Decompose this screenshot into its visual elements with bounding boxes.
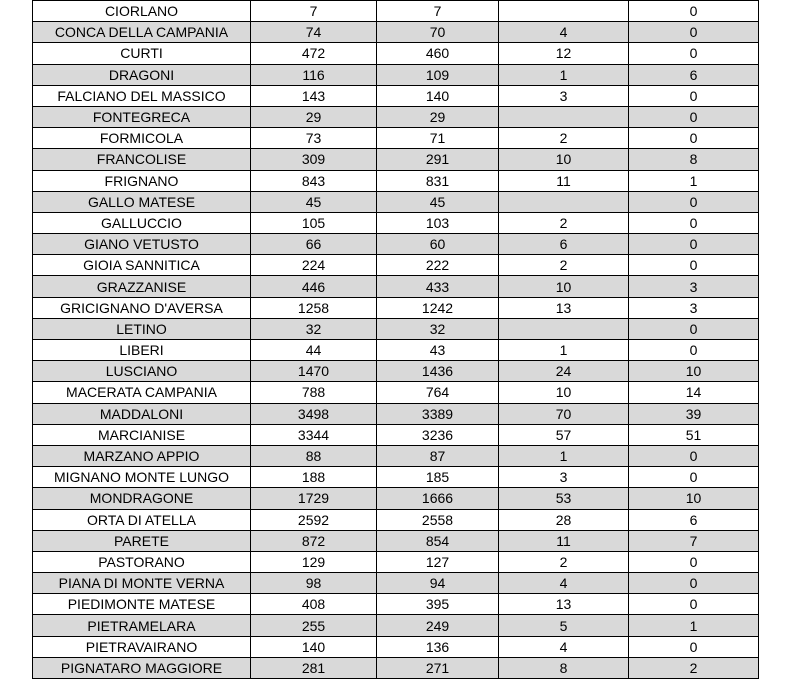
- table-row: [33, 85, 759, 106]
- value-cell-2: 764: [377, 382, 499, 403]
- value-cell-2: 222: [377, 255, 499, 276]
- municipality-name-cell: FRIGNANO: [33, 170, 251, 191]
- municipality-name-cell: PASTORANO: [33, 551, 251, 572]
- value-cell-4: 0: [629, 1, 759, 22]
- value-cell-3: 13: [499, 297, 629, 318]
- value-cell-3: 2: [499, 128, 629, 149]
- municipality-name-cell: LETINO: [33, 318, 251, 339]
- value-cell-4: 0: [629, 234, 759, 255]
- value-cell-2: 271: [377, 657, 499, 678]
- municipality-name-cell: ORTA DI ATELLA: [33, 509, 251, 530]
- value-cell-2: 3389: [377, 403, 499, 424]
- value-cell-2: 32: [377, 318, 499, 339]
- municipality-name-cell: FALCIANO DEL MASSICO: [33, 85, 251, 106]
- value-cell-2: 2558: [377, 509, 499, 530]
- value-cell-1: 32: [251, 318, 377, 339]
- table-row: [33, 297, 759, 318]
- value-cell-1: 843: [251, 170, 377, 191]
- municipality-name-cell: GALLUCCIO: [33, 212, 251, 233]
- value-cell-1: 66: [251, 234, 377, 255]
- value-cell-2: 854: [377, 530, 499, 551]
- municipality-name-cell: GIANO VETUSTO: [33, 234, 251, 255]
- value-cell-1: 1729: [251, 488, 377, 509]
- municipality-name-cell: PARETE: [33, 530, 251, 551]
- value-cell-2: 29: [377, 106, 499, 127]
- municipality-table: [32, 0, 759, 679]
- value-cell-1: 143: [251, 85, 377, 106]
- table-row: [33, 445, 759, 466]
- value-cell-2: 103: [377, 212, 499, 233]
- value-cell-4: 6: [629, 64, 759, 85]
- value-cell-3: 10: [499, 149, 629, 170]
- table-row: [33, 615, 759, 636]
- value-cell-2: 136: [377, 636, 499, 657]
- value-cell-2: 45: [377, 191, 499, 212]
- value-cell-1: 408: [251, 594, 377, 615]
- value-cell-1: 74: [251, 22, 377, 43]
- table-row: [33, 382, 759, 403]
- table-row: [33, 255, 759, 276]
- value-cell-1: 29: [251, 106, 377, 127]
- value-cell-4: 39: [629, 403, 759, 424]
- value-cell-2: 395: [377, 594, 499, 615]
- value-cell-2: 94: [377, 573, 499, 594]
- value-cell-3: 57: [499, 424, 629, 445]
- value-cell-2: 831: [377, 170, 499, 191]
- value-cell-1: 140: [251, 636, 377, 657]
- value-cell-3: 1: [499, 340, 629, 361]
- table-row: [33, 1, 759, 22]
- value-cell-2: 140: [377, 85, 499, 106]
- value-cell-4: 0: [629, 467, 759, 488]
- value-cell-3: 3: [499, 85, 629, 106]
- municipality-name-cell: MACERATA CAMPANIA: [33, 382, 251, 403]
- table-row: [33, 509, 759, 530]
- value-cell-3: [499, 191, 629, 212]
- value-cell-3: [499, 106, 629, 127]
- table-row: [33, 212, 759, 233]
- value-cell-3: 3: [499, 467, 629, 488]
- value-cell-3: 10: [499, 382, 629, 403]
- value-cell-1: 105: [251, 212, 377, 233]
- value-cell-1: 3344: [251, 424, 377, 445]
- table-row: [33, 340, 759, 361]
- municipality-name-cell: MONDRAGONE: [33, 488, 251, 509]
- table-row: [33, 191, 759, 212]
- value-cell-3: 11: [499, 170, 629, 191]
- value-cell-4: 10: [629, 488, 759, 509]
- value-cell-4: 3: [629, 297, 759, 318]
- value-cell-3: 13: [499, 594, 629, 615]
- table-row: [33, 22, 759, 43]
- value-cell-3: 4: [499, 573, 629, 594]
- municipality-name-cell: CURTI: [33, 43, 251, 64]
- municipality-name-cell: MARZANO APPIO: [33, 445, 251, 466]
- value-cell-1: 73: [251, 128, 377, 149]
- table-row: [33, 361, 759, 382]
- value-cell-1: 7: [251, 1, 377, 22]
- table-row: [33, 530, 759, 551]
- value-cell-3: 6: [499, 234, 629, 255]
- value-cell-2: 109: [377, 64, 499, 85]
- value-cell-4: 0: [629, 212, 759, 233]
- value-cell-4: 0: [629, 340, 759, 361]
- municipality-name-cell: CONCA DELLA CAMPANIA: [33, 22, 251, 43]
- municipality-name-cell: MARCIANISE: [33, 424, 251, 445]
- value-cell-4: 0: [629, 255, 759, 276]
- value-cell-2: 460: [377, 43, 499, 64]
- value-cell-2: 70: [377, 22, 499, 43]
- value-cell-1: 44: [251, 340, 377, 361]
- value-cell-1: 129: [251, 551, 377, 572]
- value-cell-3: 2: [499, 212, 629, 233]
- value-cell-1: 224: [251, 255, 377, 276]
- table-row: [33, 128, 759, 149]
- value-cell-3: 4: [499, 22, 629, 43]
- table-row: [33, 234, 759, 255]
- municipality-name-cell: PIANA DI MONTE VERNA: [33, 573, 251, 594]
- value-cell-3: 10: [499, 276, 629, 297]
- value-cell-3: [499, 1, 629, 22]
- table-row: [33, 594, 759, 615]
- value-cell-4: 0: [629, 106, 759, 127]
- municipality-name-cell: PIEDIMONTE MATESE: [33, 594, 251, 615]
- value-cell-4: 0: [629, 573, 759, 594]
- value-cell-2: 60: [377, 234, 499, 255]
- value-cell-2: 1242: [377, 297, 499, 318]
- value-cell-2: 185: [377, 467, 499, 488]
- value-cell-1: 446: [251, 276, 377, 297]
- value-cell-1: 788: [251, 382, 377, 403]
- municipality-name-cell: GALLO MATESE: [33, 191, 251, 212]
- municipality-name-cell: LIBERI: [33, 340, 251, 361]
- table-row: [33, 636, 759, 657]
- municipality-name-cell: GIOIA SANNITICA: [33, 255, 251, 276]
- table-row: [33, 170, 759, 191]
- value-cell-4: 14: [629, 382, 759, 403]
- value-cell-3: 8: [499, 657, 629, 678]
- value-cell-2: 433: [377, 276, 499, 297]
- value-cell-4: 0: [629, 636, 759, 657]
- table-row: [33, 657, 759, 678]
- value-cell-1: 45: [251, 191, 377, 212]
- value-cell-3: 70: [499, 403, 629, 424]
- value-cell-3: [499, 318, 629, 339]
- value-cell-1: 116: [251, 64, 377, 85]
- value-cell-4: 0: [629, 551, 759, 572]
- value-cell-4: 10: [629, 361, 759, 382]
- municipality-table-container: [32, 0, 760, 679]
- value-cell-4: 0: [629, 445, 759, 466]
- value-cell-1: 281: [251, 657, 377, 678]
- value-cell-2: 3236: [377, 424, 499, 445]
- value-cell-4: 51: [629, 424, 759, 445]
- municipality-name-cell: LUSCIANO: [33, 361, 251, 382]
- value-cell-3: 11: [499, 530, 629, 551]
- table-row: [33, 43, 759, 64]
- value-cell-4: 0: [629, 594, 759, 615]
- value-cell-2: 249: [377, 615, 499, 636]
- municipality-name-cell: FORMICOLA: [33, 128, 251, 149]
- value-cell-3: 28: [499, 509, 629, 530]
- table-row: [33, 106, 759, 127]
- value-cell-4: 2: [629, 657, 759, 678]
- value-cell-4: 3: [629, 276, 759, 297]
- value-cell-1: 872: [251, 530, 377, 551]
- value-cell-4: 0: [629, 22, 759, 43]
- municipality-name-cell: CIORLANO: [33, 1, 251, 22]
- municipality-name-cell: PIETRAVAIRANO: [33, 636, 251, 657]
- value-cell-1: 309: [251, 149, 377, 170]
- value-cell-4: 7: [629, 530, 759, 551]
- table-row: [33, 64, 759, 85]
- table-row: [33, 424, 759, 445]
- municipality-name-cell: FONTEGRECA: [33, 106, 251, 127]
- table-row: [33, 573, 759, 594]
- value-cell-3: 5: [499, 615, 629, 636]
- value-cell-1: 472: [251, 43, 377, 64]
- value-cell-2: 43: [377, 340, 499, 361]
- municipality-name-cell: FRANCOLISE: [33, 149, 251, 170]
- municipality-name-cell: GRAZZANISE: [33, 276, 251, 297]
- value-cell-4: 0: [629, 318, 759, 339]
- value-cell-2: 1666: [377, 488, 499, 509]
- value-cell-3: 2: [499, 255, 629, 276]
- value-cell-1: 88: [251, 445, 377, 466]
- value-cell-4: 0: [629, 128, 759, 149]
- municipality-name-cell: DRAGONI: [33, 64, 251, 85]
- value-cell-4: 1: [629, 170, 759, 191]
- value-cell-1: 1258: [251, 297, 377, 318]
- municipality-name-cell: MIGNANO MONTE LUNGO: [33, 467, 251, 488]
- value-cell-4: 0: [629, 85, 759, 106]
- value-cell-3: 1: [499, 64, 629, 85]
- value-cell-3: 1: [499, 445, 629, 466]
- value-cell-3: 53: [499, 488, 629, 509]
- value-cell-1: 1470: [251, 361, 377, 382]
- value-cell-4: 1: [629, 615, 759, 636]
- value-cell-3: 24: [499, 361, 629, 382]
- value-cell-1: 2592: [251, 509, 377, 530]
- table-row: [33, 276, 759, 297]
- value-cell-4: 0: [629, 191, 759, 212]
- value-cell-2: 7: [377, 1, 499, 22]
- value-cell-2: 87: [377, 445, 499, 466]
- value-cell-2: 71: [377, 128, 499, 149]
- municipality-name-cell: MADDALONI: [33, 403, 251, 424]
- value-cell-3: 4: [499, 636, 629, 657]
- table-row: [33, 149, 759, 170]
- value-cell-4: 6: [629, 509, 759, 530]
- table-row: [33, 551, 759, 572]
- value-cell-3: 2: [499, 551, 629, 572]
- table-row: [33, 488, 759, 509]
- value-cell-2: 291: [377, 149, 499, 170]
- table-body: [33, 1, 759, 679]
- municipality-name-cell: PIETRAMELARA: [33, 615, 251, 636]
- value-cell-2: 127: [377, 551, 499, 572]
- value-cell-1: 98: [251, 573, 377, 594]
- value-cell-3: 12: [499, 43, 629, 64]
- municipality-name-cell: PIGNATARO MAGGIORE: [33, 657, 251, 678]
- table-row: [33, 467, 759, 488]
- value-cell-1: 3498: [251, 403, 377, 424]
- value-cell-1: 188: [251, 467, 377, 488]
- value-cell-4: 0: [629, 43, 759, 64]
- table-row: [33, 318, 759, 339]
- value-cell-1: 255: [251, 615, 377, 636]
- municipality-name-cell: GRICIGNANO D'AVERSA: [33, 297, 251, 318]
- value-cell-4: 8: [629, 149, 759, 170]
- value-cell-2: 1436: [377, 361, 499, 382]
- table-row: [33, 403, 759, 424]
